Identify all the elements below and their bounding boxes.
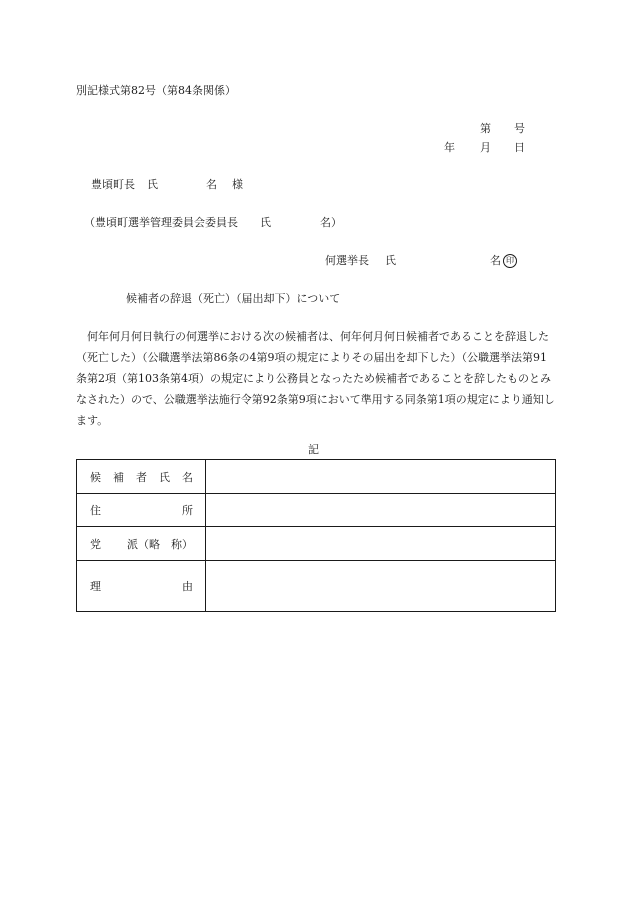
table-row: [77, 494, 556, 527]
label-char: 氏: [159, 470, 170, 484]
record-table: [76, 459, 556, 612]
label-char: 補: [113, 470, 124, 484]
seal-icon: 印: [503, 254, 517, 268]
body-text: [76, 326, 556, 431]
number-gou: 号: [514, 122, 525, 135]
date-month: 月: [480, 141, 491, 154]
sender-shi: 氏: [385, 254, 396, 267]
table-row: [77, 460, 556, 494]
ki-heading: 記: [308, 443, 319, 456]
label-address: [77, 494, 206, 527]
value-candidate-name: [206, 460, 556, 494]
label-char: 所: [182, 504, 193, 517]
sender-title: 何選挙長: [325, 254, 369, 267]
recipient-sama: 様: [232, 178, 243, 191]
sender-mei: [490, 254, 517, 268]
recipient-title: 豊頃町長: [91, 178, 135, 191]
date-year: 年: [444, 141, 455, 154]
value-reason: [206, 561, 556, 612]
label-char: 候: [90, 470, 101, 484]
label-party: [77, 527, 206, 561]
recipient-shi: 氏: [147, 178, 158, 191]
recipient-mei: 名: [206, 178, 217, 191]
label-char: 名: [182, 470, 193, 484]
table-row: [77, 527, 556, 561]
recipient-alt-title: （豊頃町選挙管理委員会委員長: [84, 216, 238, 229]
label-char: 派（略 称）: [127, 537, 193, 551]
body-paragraph: 何年何月何日執行の何選挙における次の候補者は、何年何月何日候補者であることを辞退した（死亡した）（公職選挙法第86条の4第9項の規定によりその届出を却下した）（公職選挙法第91条第2項（第103条第4項）の規定により公務員となったため候補者であることを辞したものとみなされた）ので、公職選挙法施行令第92条第9項において準用する同条第1項の規定により通知します。: [76, 330, 555, 427]
recipient-alt-mei: 名）: [320, 216, 342, 229]
label-char: 由: [182, 580, 193, 593]
sender-mei-text: 名: [490, 254, 501, 267]
number-dai: 第: [480, 122, 491, 135]
recipient-alt-shi: 氏: [260, 216, 271, 229]
label-reason: [77, 561, 206, 612]
subject: 候補者の辞退（死亡）（届出却下）について: [126, 292, 341, 305]
value-party: [206, 527, 556, 561]
label-char: 住: [90, 504, 101, 517]
form-id: 別記様式第82号（第84条関係）: [76, 84, 236, 97]
label-char: 者: [136, 470, 147, 484]
table-row: [77, 561, 556, 612]
label-char: 理: [90, 580, 101, 593]
label-candidate-name: [77, 460, 206, 494]
date-day: 日: [514, 141, 525, 154]
label-char: 党: [90, 537, 101, 551]
value-address: [206, 494, 556, 527]
